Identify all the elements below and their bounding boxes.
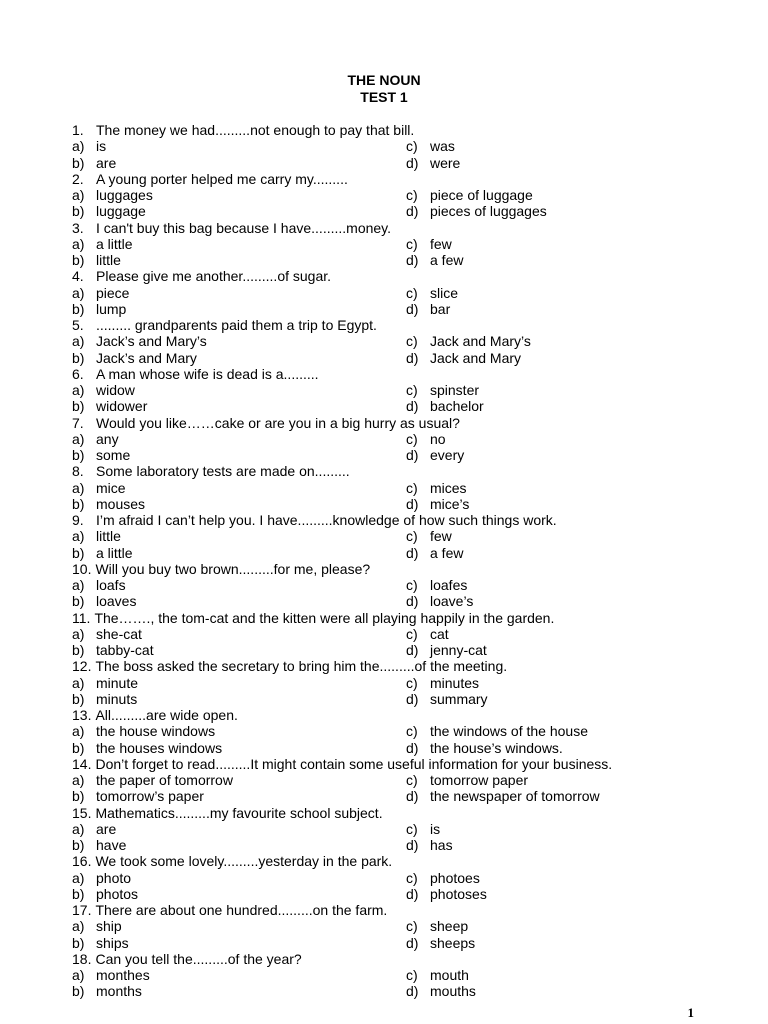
option-row: [72, 382, 672, 398]
question-text: A young porter helped me carry my.........: [96, 170, 348, 187]
option-text: Jack and Mary: [430, 349, 522, 366]
question-text: Some laboratory tests are made on.........: [96, 463, 350, 480]
option-text: mice: [96, 479, 126, 496]
option-row: [72, 642, 672, 658]
question-text: I’m afraid I can’t help you. I have.........knowledge of how such things work.: [96, 512, 557, 528]
option-text: widow: [96, 382, 135, 398]
option-letter: b): [72, 154, 85, 171]
option-row: [72, 593, 672, 609]
option-text: are: [96, 154, 117, 171]
option-letter: b): [72, 934, 85, 951]
question-number: 9.: [72, 512, 84, 528]
option-text: tomorrow’s paper: [96, 788, 204, 805]
option-text: a few: [430, 252, 464, 268]
option-text: loave’s: [430, 593, 474, 610]
option-text: mouses: [96, 495, 146, 512]
option-letter: c): [406, 382, 418, 398]
option-text: photoes: [430, 869, 480, 886]
question-text: We took some lovely.........yesterday in the park.: [95, 853, 393, 870]
question-number: 10.: [72, 560, 92, 577]
question-text: The boss asked the secretary to bring him the.........of the meeting.: [95, 658, 508, 675]
option-text: piece: [96, 284, 130, 301]
option-text: monthes: [96, 967, 150, 983]
option-text: photoses: [430, 885, 487, 902]
option-letter: b): [72, 885, 85, 902]
option-letter: a): [72, 284, 85, 301]
option-text: piece of luggage: [430, 187, 533, 203]
option-text: the paper of tomorrow: [96, 772, 233, 788]
option-text: any: [96, 430, 119, 447]
option-row: [72, 983, 672, 999]
option-letter: d): [406, 495, 419, 512]
option-letter: c): [406, 528, 418, 545]
question-number: 8.: [72, 463, 84, 480]
option-row: [72, 236, 672, 252]
option-text: tabby-cat: [96, 642, 154, 658]
option-text: Jack’s and Mary: [96, 349, 197, 366]
option-letter: c): [406, 723, 418, 740]
option-text: minutes: [430, 674, 480, 691]
option-letter: d): [406, 544, 419, 561]
option-letter: b): [72, 349, 85, 366]
option-row: [72, 138, 672, 154]
option-text: few: [430, 235, 452, 252]
question-text: ......... grandparents paid them a trip to Egypt.: [96, 317, 377, 333]
option-row: [72, 333, 672, 349]
option-text: sheeps: [430, 934, 476, 951]
question-number: 13.: [72, 707, 92, 723]
question-row: [72, 658, 672, 674]
option-letter: c): [406, 772, 418, 788]
option-letter: a): [72, 723, 85, 740]
option-text: cat: [430, 625, 449, 642]
option-text: slice: [430, 284, 459, 301]
question-row: [72, 756, 672, 772]
option-letter: a): [72, 820, 85, 837]
question-text: Please give me another.........of sugar.: [96, 268, 332, 285]
option-text: has: [430, 837, 453, 853]
option-letter: d): [406, 593, 419, 610]
question-row: [72, 366, 672, 382]
question-number: 14.: [72, 755, 92, 772]
option-letter: d): [406, 203, 419, 220]
option-text: are: [96, 820, 117, 837]
question-number: 2.: [72, 170, 84, 187]
option-letter: d): [406, 983, 419, 1000]
option-text: sheep: [430, 918, 469, 935]
option-row: [72, 577, 672, 593]
option-text: photos: [96, 885, 139, 902]
option-letter: b): [72, 690, 85, 707]
option-text: the windows of the house: [430, 723, 588, 740]
question-number: 4.: [72, 268, 84, 285]
option-letter: a): [72, 577, 85, 593]
option-text: little: [96, 252, 121, 268]
option-text: the house’s windows.: [430, 739, 563, 756]
option-letter: b): [72, 642, 85, 658]
question-number: 12.: [72, 658, 92, 675]
option-row: [72, 398, 672, 414]
option-row: [72, 918, 672, 934]
option-text: spinster: [430, 382, 480, 398]
option-row: [72, 155, 672, 171]
option-letter: c): [406, 479, 418, 496]
page-subtitle: TEST 1: [360, 89, 408, 105]
option-row: [72, 886, 672, 902]
question-row: [72, 220, 672, 236]
question-text: I can't buy this bag because I have.........money.: [96, 219, 392, 236]
option-letter: b): [72, 837, 85, 853]
option-letter: a): [72, 967, 85, 983]
option-letter: a): [72, 869, 85, 886]
option-letter: a): [72, 430, 85, 447]
option-text: the houses windows: [96, 739, 223, 756]
option-letter: b): [72, 447, 85, 463]
option-letter: d): [406, 398, 419, 415]
option-letter: c): [406, 820, 418, 837]
option-text: was: [430, 138, 455, 155]
option-row: [72, 187, 672, 203]
option-letter: d): [406, 642, 419, 658]
option-text: a little: [96, 544, 133, 561]
option-row: [72, 967, 672, 983]
option-text: mouth: [430, 967, 469, 983]
option-letter: a): [72, 187, 85, 203]
option-letter: d): [406, 690, 419, 707]
question-row: [72, 512, 672, 528]
page-title: THE NOUN: [347, 72, 421, 88]
option-text: photo: [96, 869, 132, 886]
option-text: loafes: [430, 577, 468, 593]
option-text: tomorrow paper: [430, 772, 529, 788]
option-letter: b): [72, 544, 85, 561]
question-row: [72, 951, 672, 967]
option-letter: a): [72, 479, 85, 496]
option-row: [72, 480, 672, 496]
option-letter: a): [72, 625, 85, 642]
option-letter: a): [72, 382, 85, 398]
question-row: [72, 122, 672, 138]
option-text: few: [430, 528, 452, 545]
option-text: months: [96, 983, 142, 1000]
page-number: 1: [687, 1005, 694, 1020]
option-letter: a): [72, 674, 85, 691]
question-row: [72, 853, 672, 869]
option-letter: c): [406, 138, 418, 155]
question-number: 17.: [72, 902, 92, 918]
option-row: [72, 496, 672, 512]
option-row: [72, 285, 672, 301]
option-letter: c): [406, 967, 418, 983]
option-letter: c): [406, 625, 418, 642]
question-list: [72, 122, 672, 1000]
option-letter: a): [72, 333, 85, 350]
question-row: [72, 463, 672, 479]
question-text: There are about one hundred.........on the farm.: [95, 902, 388, 918]
option-text: loafs: [96, 577, 126, 593]
option-text: minuts: [96, 690, 138, 707]
option-text: pieces of luggages: [430, 203, 547, 220]
option-letter: d): [406, 154, 419, 171]
question-text: Don’t forget to read.........It might contain some useful information for your business.: [95, 755, 613, 772]
option-letter: b): [72, 788, 85, 805]
option-text: mices: [430, 479, 467, 496]
option-letter: a): [72, 528, 85, 545]
option-letter: d): [406, 885, 419, 902]
option-letter: a): [72, 772, 85, 788]
option-letter: c): [406, 869, 418, 886]
option-letter: b): [72, 593, 85, 610]
option-letter: c): [406, 430, 418, 447]
option-text: have: [96, 837, 127, 853]
option-letter: b): [72, 300, 85, 317]
option-letter: b): [72, 739, 85, 756]
option-text: luggages: [96, 187, 153, 203]
question-text: A man whose wife is dead is a.........: [96, 365, 319, 382]
question-row: [72, 317, 672, 333]
option-letter: b): [72, 398, 85, 415]
question-text: The……., the tom-cat and the kitten were all playing happily in the garden.: [94, 609, 555, 626]
question-number: 1.: [72, 122, 84, 138]
question-text: The money we had.........not enough to pay that bill.: [96, 122, 415, 138]
option-text: a little: [96, 235, 133, 252]
option-text: summary: [430, 690, 488, 707]
option-text: widower: [96, 398, 148, 415]
option-text: mouths: [430, 983, 476, 1000]
question-number: 16.: [72, 853, 92, 870]
question-number: 7.: [72, 414, 84, 431]
option-text: luggage: [96, 203, 146, 220]
option-row: [72, 772, 672, 788]
question-row: [72, 561, 672, 577]
question-row: [72, 805, 672, 821]
option-text: little: [96, 528, 121, 545]
question-row: [72, 902, 672, 918]
option-letter: d): [406, 252, 419, 268]
option-text: she-cat: [96, 625, 142, 642]
option-letter: c): [406, 187, 418, 203]
option-letter: b): [72, 495, 85, 512]
question-row: [72, 171, 672, 187]
question-text: Would you like……cake or are you in a big hurry as usual?: [96, 414, 460, 431]
option-row: [72, 870, 672, 886]
option-row: [72, 821, 672, 837]
option-letter: d): [406, 739, 419, 756]
option-text: the house windows: [96, 723, 216, 740]
question-row: [72, 707, 672, 723]
question-number: 3.: [72, 219, 84, 236]
option-text: is: [96, 138, 107, 155]
option-text: every: [430, 447, 465, 463]
option-row: [72, 528, 672, 544]
question-text: Will you buy two brown.........for me, please?: [95, 560, 371, 577]
option-text: is: [430, 820, 441, 837]
option-letter: b): [72, 983, 85, 1000]
option-row: [72, 301, 672, 317]
question-number: 5.: [72, 317, 84, 333]
option-text: loaves: [96, 593, 137, 610]
option-letter: a): [72, 235, 85, 252]
option-letter: c): [406, 918, 418, 935]
option-text: bar: [430, 300, 451, 317]
option-letter: c): [406, 333, 418, 350]
option-row: [72, 788, 672, 804]
question-row: [72, 268, 672, 284]
option-text: Jack and Mary’s: [430, 333, 531, 350]
option-text: mice’s: [430, 495, 470, 512]
question-number: 11.: [72, 609, 91, 626]
option-text: Jack’s and Mary’s: [96, 333, 207, 350]
option-letter: d): [406, 788, 419, 805]
option-row: [72, 740, 672, 756]
option-row: [72, 447, 672, 463]
option-letter: d): [406, 934, 419, 951]
option-letter: c): [406, 577, 418, 593]
option-letter: a): [72, 138, 85, 155]
option-row: [72, 723, 672, 739]
option-text: bachelor: [430, 398, 484, 415]
question-row: [72, 610, 672, 626]
option-letter: d): [406, 349, 419, 366]
option-text: lump: [96, 300, 127, 317]
option-row: [72, 675, 672, 691]
option-row: [72, 431, 672, 447]
question-text: Mathematics.........my favourite school subject.: [95, 804, 383, 821]
option-text: no: [430, 430, 446, 447]
option-row: [72, 691, 672, 707]
option-letter: c): [406, 284, 418, 301]
option-text: were: [430, 154, 461, 171]
option-row: [72, 252, 672, 268]
option-letter: a): [72, 918, 85, 935]
option-row: [72, 545, 672, 561]
question-text: All.........are wide open.: [95, 707, 238, 723]
option-letter: d): [406, 300, 419, 317]
option-row: [72, 935, 672, 951]
option-text: the newspaper of tomorrow: [430, 788, 600, 805]
option-text: jenny-cat: [430, 642, 487, 658]
option-text: a few: [430, 544, 464, 561]
question-number: 18.: [72, 950, 92, 967]
question-number: 6.: [72, 365, 84, 382]
option-letter: c): [406, 235, 418, 252]
option-letter: c): [406, 674, 418, 691]
option-text: ships: [96, 934, 129, 951]
option-letter: d): [406, 447, 419, 463]
question-number: 15.: [72, 804, 92, 821]
option-row: [72, 203, 672, 219]
option-letter: d): [406, 837, 419, 853]
option-text: ship: [96, 918, 122, 935]
question-row: [72, 415, 672, 431]
option-letter: b): [72, 203, 85, 220]
option-text: minute: [96, 674, 139, 691]
option-row: [72, 837, 672, 853]
option-text: some: [96, 447, 131, 463]
option-letter: b): [72, 252, 85, 268]
option-row: [72, 626, 672, 642]
question-text: Can you tell the.........of the year?: [95, 950, 302, 967]
option-row: [72, 350, 672, 366]
